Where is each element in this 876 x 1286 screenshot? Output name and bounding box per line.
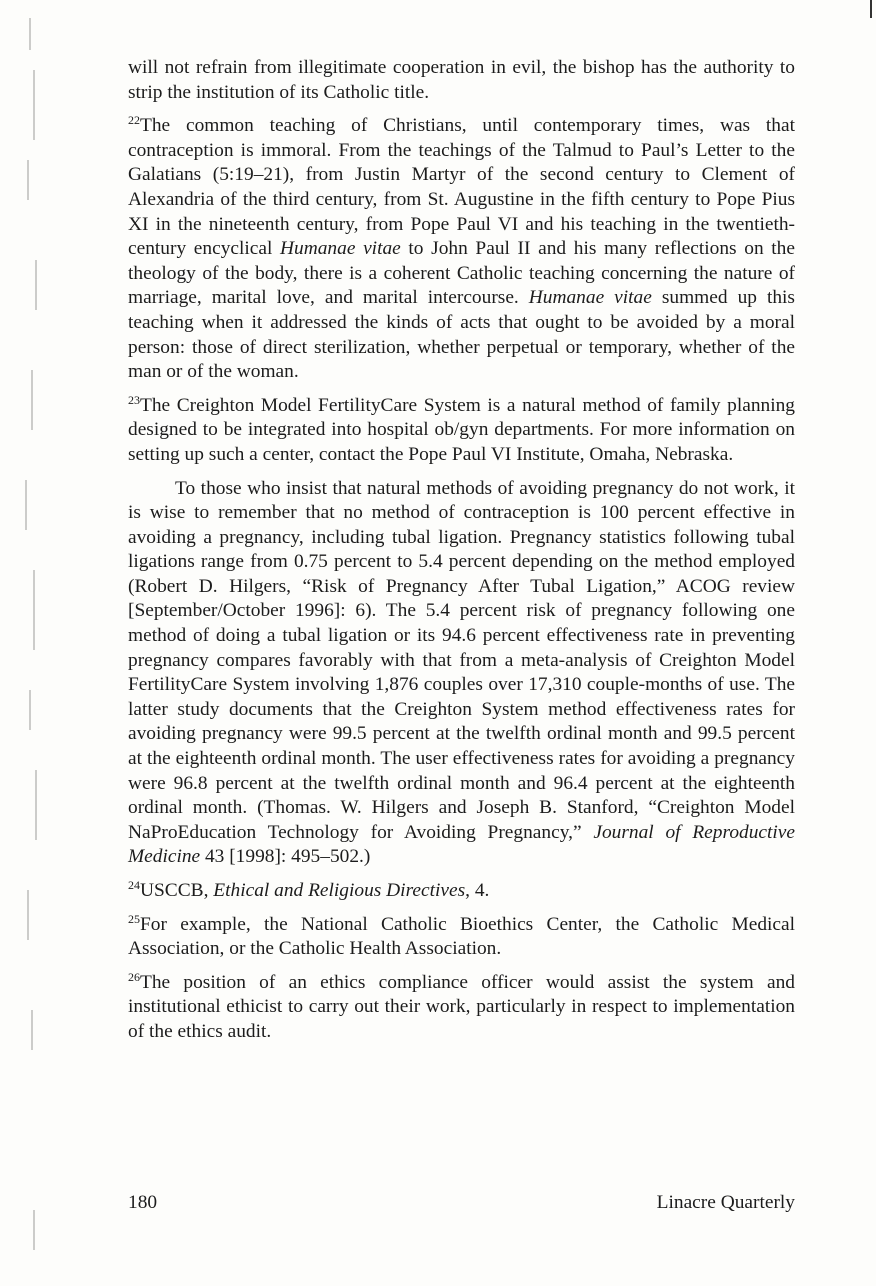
paragraph-text: To those who insist that natural methods of avoiding pregnancy do not work, it is wise to remember that no method of contraception is 100 percent effective in avoiding a pregnancy, including tubal ligation. Pregnancy statistics following tubal ligations range from 0.75 percent to 5.4 percent depending on the method employed (Robert D. Hilgers, “Risk of Pregnancy After Tubal Ligation,” ACOG review [September/October 1996]: 6). The 5.4 percent risk of pregnancy following one method of doing a tubal ligation or its 94.6 percent effectiveness rate in preventing pregnancy compares favorably with that from a meta-analysis of Creighton Model FertilityCare System involving 1,876 couples over 17,310 couple-months of use. The latter study documents that the Creighton System method effectiveness rates for avoiding pregnancy were 99.5 percent at the twelfth ordinal month and 99.5 percent at the eighteenth ordinal month. The user effectiveness rates for avoiding a pregnancy were 96.8 percent at the twelfth ordinal month and 96.4 percent at the eighteenth ordinal month. (Thomas. W. Hilgers and Joseph B. Stanford, “Creighton Model NaProEducation Technology for Avoiding Pregnancy,” xyxy=(128,477,795,843)
paragraph-continuation xyxy=(128,56,795,105)
journal-name: Linacre Quarterly xyxy=(656,1192,795,1213)
footnote-italic-title: Humanae vitae xyxy=(528,287,652,309)
footnote-italic-title: Ethical and Religious Directives xyxy=(213,880,466,901)
paragraph-text: 43 [1998]: 495–502.) xyxy=(200,846,371,868)
footnote-text: For example, the National Catholic Bioethics Center, the Catholic Medical Association, or the Catholic Health Association. xyxy=(128,913,795,960)
footnote-number: 26 xyxy=(128,969,140,984)
footnote-24 xyxy=(128,879,795,904)
footnote-text: to John Paul II and his many reflections on the theology of the body, there is a coherent Catholic teaching concerning the nature of marriage, marital love, and marital intercourse. xyxy=(128,238,795,309)
footnote-26 xyxy=(128,971,795,1045)
footnote-number: 25 xyxy=(128,911,140,926)
page-number: 180 xyxy=(128,1192,158,1213)
footnote-23-continuation xyxy=(128,477,795,871)
journal-title: Journal of Reproductive Medicine xyxy=(128,821,795,868)
footnote-text: , 4. xyxy=(465,880,490,901)
footnote-22 xyxy=(128,114,795,385)
footnote-text: USCCB, xyxy=(140,880,214,901)
footnote-number: 24 xyxy=(128,878,140,892)
paragraph-text: will not refrain from illegitimate cooperation in evil, the bishop has the authority to strip the institution of its Catholic title. xyxy=(128,57,795,103)
footnote-25 xyxy=(128,913,795,962)
footnote-number: 22 xyxy=(128,113,140,128)
page-footer xyxy=(128,1192,795,1214)
footnote-23 xyxy=(128,394,795,468)
footnote-text: summed up this teaching when it addressed the kinds of acts that ought to be avoided by a moral person: those of direct sterilization, whether perpetual or temporary, whether of the man or of the woman. xyxy=(128,287,795,383)
scan-edge-mark xyxy=(870,0,872,18)
margin-scan-marks xyxy=(14,10,54,1270)
page-body xyxy=(128,56,795,1054)
footnote-text: The position of an ethics compliance officer would assist the system and institutional ethicist to carry out their work, particularly in respect to implementation of the ethics audit. xyxy=(128,971,795,1042)
footnote-italic-title: Humanae vitae xyxy=(280,238,401,260)
footnote-text: The common teaching of Christians, until contemporary times, was that contraception is immoral. From the teachings of the Talmud to Paul’s Letter to the Galatians (5:19–21), from Justin Martyr of the second century to Clement of Alexandria of the third century, from St. Augustine in the fifth century to Pope Pius XI in the nineteenth century, from Pope Paul VI and his teaching in the twentieth-century encyclical xyxy=(128,115,795,260)
footnote-text: The Creighton Model FertilityCare System is a natural method of family planning designed to be integrated into hospital ob/gyn departments. For more information on setting up such a center, contact the Pope Paul VI Institute, Omaha, Nebraska. xyxy=(128,394,795,465)
footnote-number: 23 xyxy=(128,392,140,407)
